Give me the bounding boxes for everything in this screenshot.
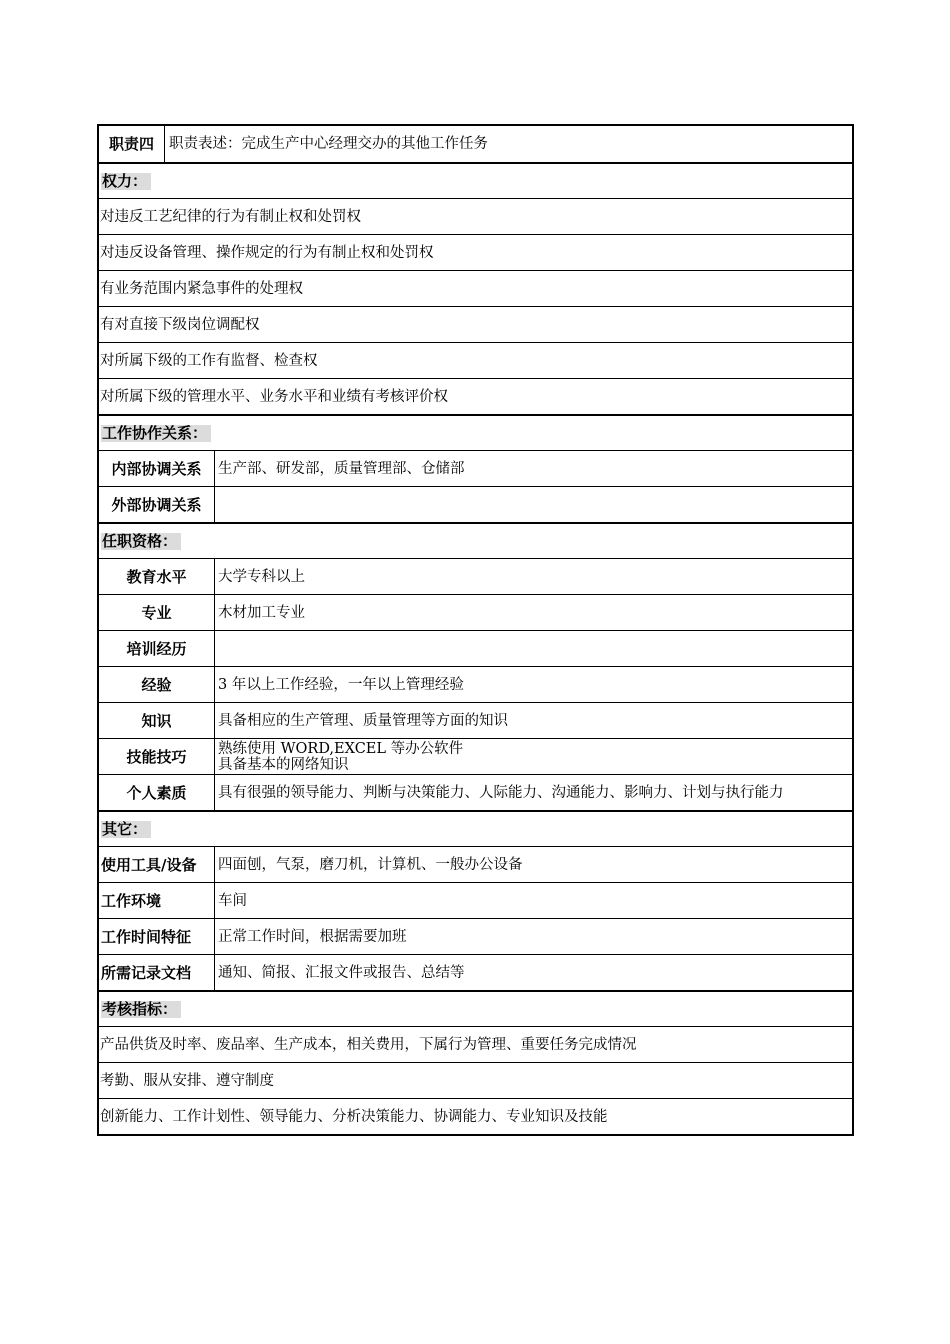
qualification-label: 专业: [99, 595, 215, 630]
kpi-text: 产品供货及时率、废品率、生产成本，相关费用，下属行为管理、重要任务完成情况: [100, 1036, 637, 1053]
qualification-row: [99, 666, 852, 702]
qualification-row: [99, 702, 852, 738]
skill-line: 具备基本的网络知识: [218, 756, 349, 773]
job-description-table: [97, 124, 854, 1136]
qualification-row: [99, 774, 852, 810]
collaboration-header-row: [99, 414, 852, 450]
qualification-value: [215, 631, 852, 666]
collaboration-title: 工作协作关系：: [101, 425, 211, 442]
kpi-header-row: [99, 990, 852, 1026]
authority-text: 对违反设备管理、操作规定的行为有制止权和处罚权: [100, 244, 434, 261]
qualification-label: 教育水平: [99, 559, 215, 594]
collaboration-label: 外部协调关系: [99, 487, 215, 522]
authority-title: 权力：: [101, 173, 151, 190]
collaboration-value: 生产部、研发部，质量管理部、仓储部: [218, 460, 465, 477]
authority-text: 有业务范围内紧急事件的处理权: [100, 280, 303, 297]
authority-item: [99, 270, 852, 306]
other-row: [99, 846, 852, 882]
duty-label: 职责四: [99, 126, 165, 162]
other-row: [99, 954, 852, 990]
kpi-title: 考核指标：: [101, 1001, 181, 1018]
other-row: [99, 882, 852, 918]
qualification-label: 培训经历: [99, 631, 215, 666]
collaboration-row: [99, 450, 852, 486]
qualification-row: [99, 738, 852, 774]
qualifications-header-row: [99, 522, 852, 558]
authority-text: 对所属下级的工作有监督、检查权: [100, 352, 318, 369]
qualifications-title: 任职资格：: [101, 533, 181, 550]
skill-line: 熟练使用 WORD,EXCEL 等办公软件: [218, 740, 464, 757]
qualification-value: 具有很强的领导能力、判断与决策能力、人际能力、沟通能力、影响力、计划与执行能力: [218, 784, 784, 801]
qualification-value: 3 年以上工作经验，一年以上管理经验: [218, 676, 464, 693]
other-value: 车间: [218, 892, 247, 909]
collaboration-value: [215, 487, 852, 522]
other-label: 工作时间特征: [99, 919, 215, 954]
other-title: 其它：: [101, 821, 151, 838]
kpi-item: [99, 1062, 852, 1098]
qualification-row: [99, 558, 852, 594]
authority-item: [99, 378, 852, 414]
authority-item: [99, 342, 852, 378]
qualification-label: 个人素质: [99, 775, 215, 810]
kpi-item: [99, 1098, 852, 1134]
authority-header-row: [99, 162, 852, 198]
authority-text: 对所属下级的管理水平、业务水平和业绩有考核评价权: [100, 388, 448, 405]
qualification-label: 经验: [99, 667, 215, 702]
qualification-value: [215, 739, 852, 774]
authority-text: 对违反工艺纪律的行为有制止权和处罚权: [100, 208, 361, 225]
duty-description: 职责表述：完成生产中心经理交办的其他工作任务: [169, 136, 488, 152]
qualification-row: [99, 594, 852, 630]
other-label: 工作环境: [99, 883, 215, 918]
kpi-text: 创新能力、工作计划性、领导能力、分析决策能力、协调能力、专业知识及技能: [100, 1108, 608, 1125]
kpi-text: 考勤、服从安排、遵守制度: [100, 1072, 274, 1089]
collaboration-label: 内部协调关系: [99, 451, 215, 486]
qualification-label: 知识: [99, 703, 215, 738]
qualification-value: 木材加工专业: [218, 604, 305, 621]
other-label: 所需记录文档: [99, 955, 215, 990]
other-label: 使用工具/设备: [99, 847, 215, 882]
duty-row: [99, 126, 852, 162]
qualification-label: 技能技巧: [99, 739, 215, 774]
qualification-row: [99, 630, 852, 666]
other-header-row: [99, 810, 852, 846]
other-value: 四面刨，气泵，磨刀机，计算机、一般办公设备: [218, 856, 523, 873]
authority-item: [99, 234, 852, 270]
authority-text: 有对直接下级岗位调配权: [100, 316, 260, 333]
kpi-item: [99, 1026, 852, 1062]
qualification-value: 具备相应的生产管理、质量管理等方面的知识: [218, 712, 508, 729]
other-value: 通知、简报、汇报文件或报告、总结等: [218, 964, 465, 981]
collaboration-row: [99, 486, 852, 522]
other-value: 正常工作时间，根据需要加班: [218, 928, 407, 945]
authority-item: [99, 306, 852, 342]
qualification-value: 大学专科以上: [218, 568, 305, 585]
other-row: [99, 918, 852, 954]
authority-item: [99, 198, 852, 234]
